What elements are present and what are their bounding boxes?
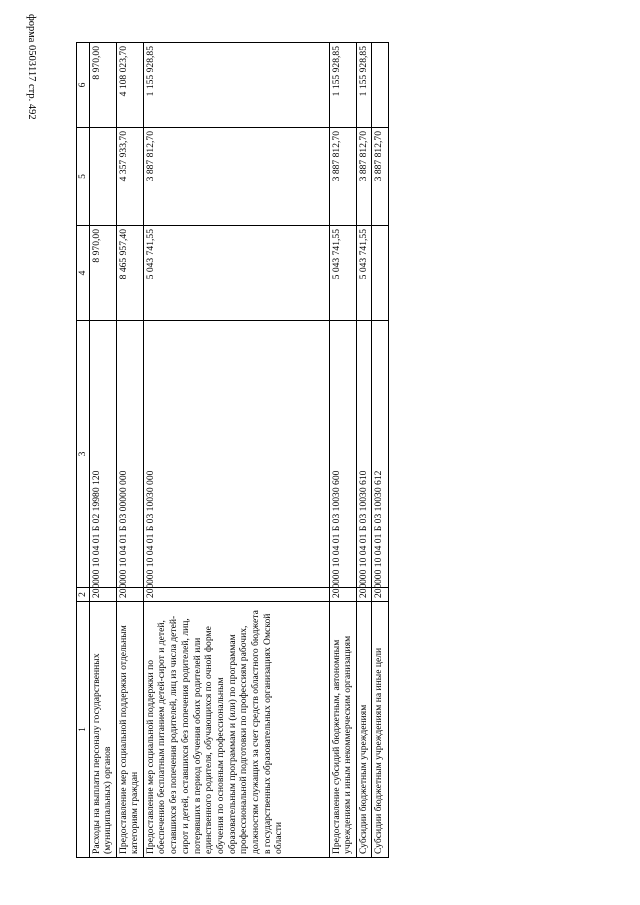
row-budget-code: 000 10 04 01 Б 03 10030 600 xyxy=(329,321,356,588)
row-executed xyxy=(89,128,116,226)
row-executed: 3 887 812,70 xyxy=(356,128,371,226)
row-budget-code: 000 10 04 01 Б 03 10030 612 xyxy=(371,321,388,588)
row-unexecuted xyxy=(371,43,388,128)
row-approved: 8 970,00 xyxy=(89,226,116,321)
row-line-code: 200 xyxy=(143,588,329,602)
row-name: Субсидии бюджетным учреждениям xyxy=(356,602,371,858)
row-unexecuted: 1 155 928,85 xyxy=(329,43,356,128)
header-row xyxy=(77,43,90,858)
row-line-code: 200 xyxy=(116,588,143,602)
header-col-5: 5 xyxy=(77,128,90,226)
row-budget-code: 000 10 04 01 Б 03 10030 610 xyxy=(356,321,371,588)
row-name: Предоставление субсидий бюджетным, автономным учреждениям и иным некоммерческим организациям xyxy=(329,602,356,858)
row-budget-code: 000 10 04 01 Б 03 10030 000 xyxy=(143,321,329,588)
row-line-code: 200 xyxy=(89,588,116,602)
form-header: форма 0503117 стр. 492 xyxy=(26,14,37,120)
header-col-6: 6 xyxy=(77,43,90,128)
row-line-code: 200 xyxy=(371,588,388,602)
row-unexecuted: 8 970,00 xyxy=(89,43,116,128)
table-row xyxy=(116,43,143,858)
row-unexecuted: 1 155 928,85 xyxy=(356,43,371,128)
table-row xyxy=(329,43,356,858)
row-name: Предоставление мер социальной поддержки отдельным категориям граждан xyxy=(116,602,143,858)
header-col-3: 3 xyxy=(77,321,90,588)
row-unexecuted: 4 108 023,70 xyxy=(116,43,143,128)
row-name: Расходы на выплаты персоналу государственных (муниципальных) органов xyxy=(89,602,116,858)
row-executed: 4 357 933,70 xyxy=(116,128,143,226)
row-name: Субсидии бюджетным учреждениям на иные цели xyxy=(371,602,388,858)
expenses-table xyxy=(76,42,389,858)
row-line-code: 200 xyxy=(329,588,356,602)
row-approved: 5 043 741,55 xyxy=(329,226,356,321)
header-col-4: 4 xyxy=(77,226,90,321)
row-approved: 5 043 741,55 xyxy=(356,226,371,321)
row-executed: 3 887 812,70 xyxy=(143,128,329,226)
table-row xyxy=(89,43,116,858)
row-line-code: 200 xyxy=(356,588,371,602)
row-approved: 5 043 741,55 xyxy=(143,226,329,321)
row-approved xyxy=(371,226,388,321)
table-row xyxy=(143,43,329,858)
table-row xyxy=(356,43,371,858)
row-executed: 3 887 812,70 xyxy=(371,128,388,226)
row-unexecuted: 1 155 928,85 xyxy=(143,43,329,128)
header-col-2: 2 xyxy=(77,588,90,602)
header-col-1: 1 xyxy=(77,602,90,858)
row-budget-code: 000 10 04 01 Б 03 00000 000 xyxy=(116,321,143,588)
row-executed: 3 887 812,70 xyxy=(329,128,356,226)
row-name: Предоставление мер социальной поддержки по обеспечению бесплатным питанием детей-сирот и детей, оставшихся без попечения родителей, лиц из числа детей-сирот и детей, оставшихся без попечения родителей, лиц, потерявших в период обучения обоих родителей или единственного родителя, обучающихся по очной форме обучения по основным профессиональным образовательным программам и (или) по программам профессиональной подготовки по профессиям рабочих, должностям служащих за счет средств областного бюджета в государственных образовательных организациях Омской области xyxy=(143,602,329,858)
row-approved: 8 465 957,40 xyxy=(116,226,143,321)
report-table-rotated xyxy=(76,43,412,858)
table-row xyxy=(371,43,388,858)
row-budget-code: 000 10 04 01 Б 02 19980 120 xyxy=(89,321,116,588)
